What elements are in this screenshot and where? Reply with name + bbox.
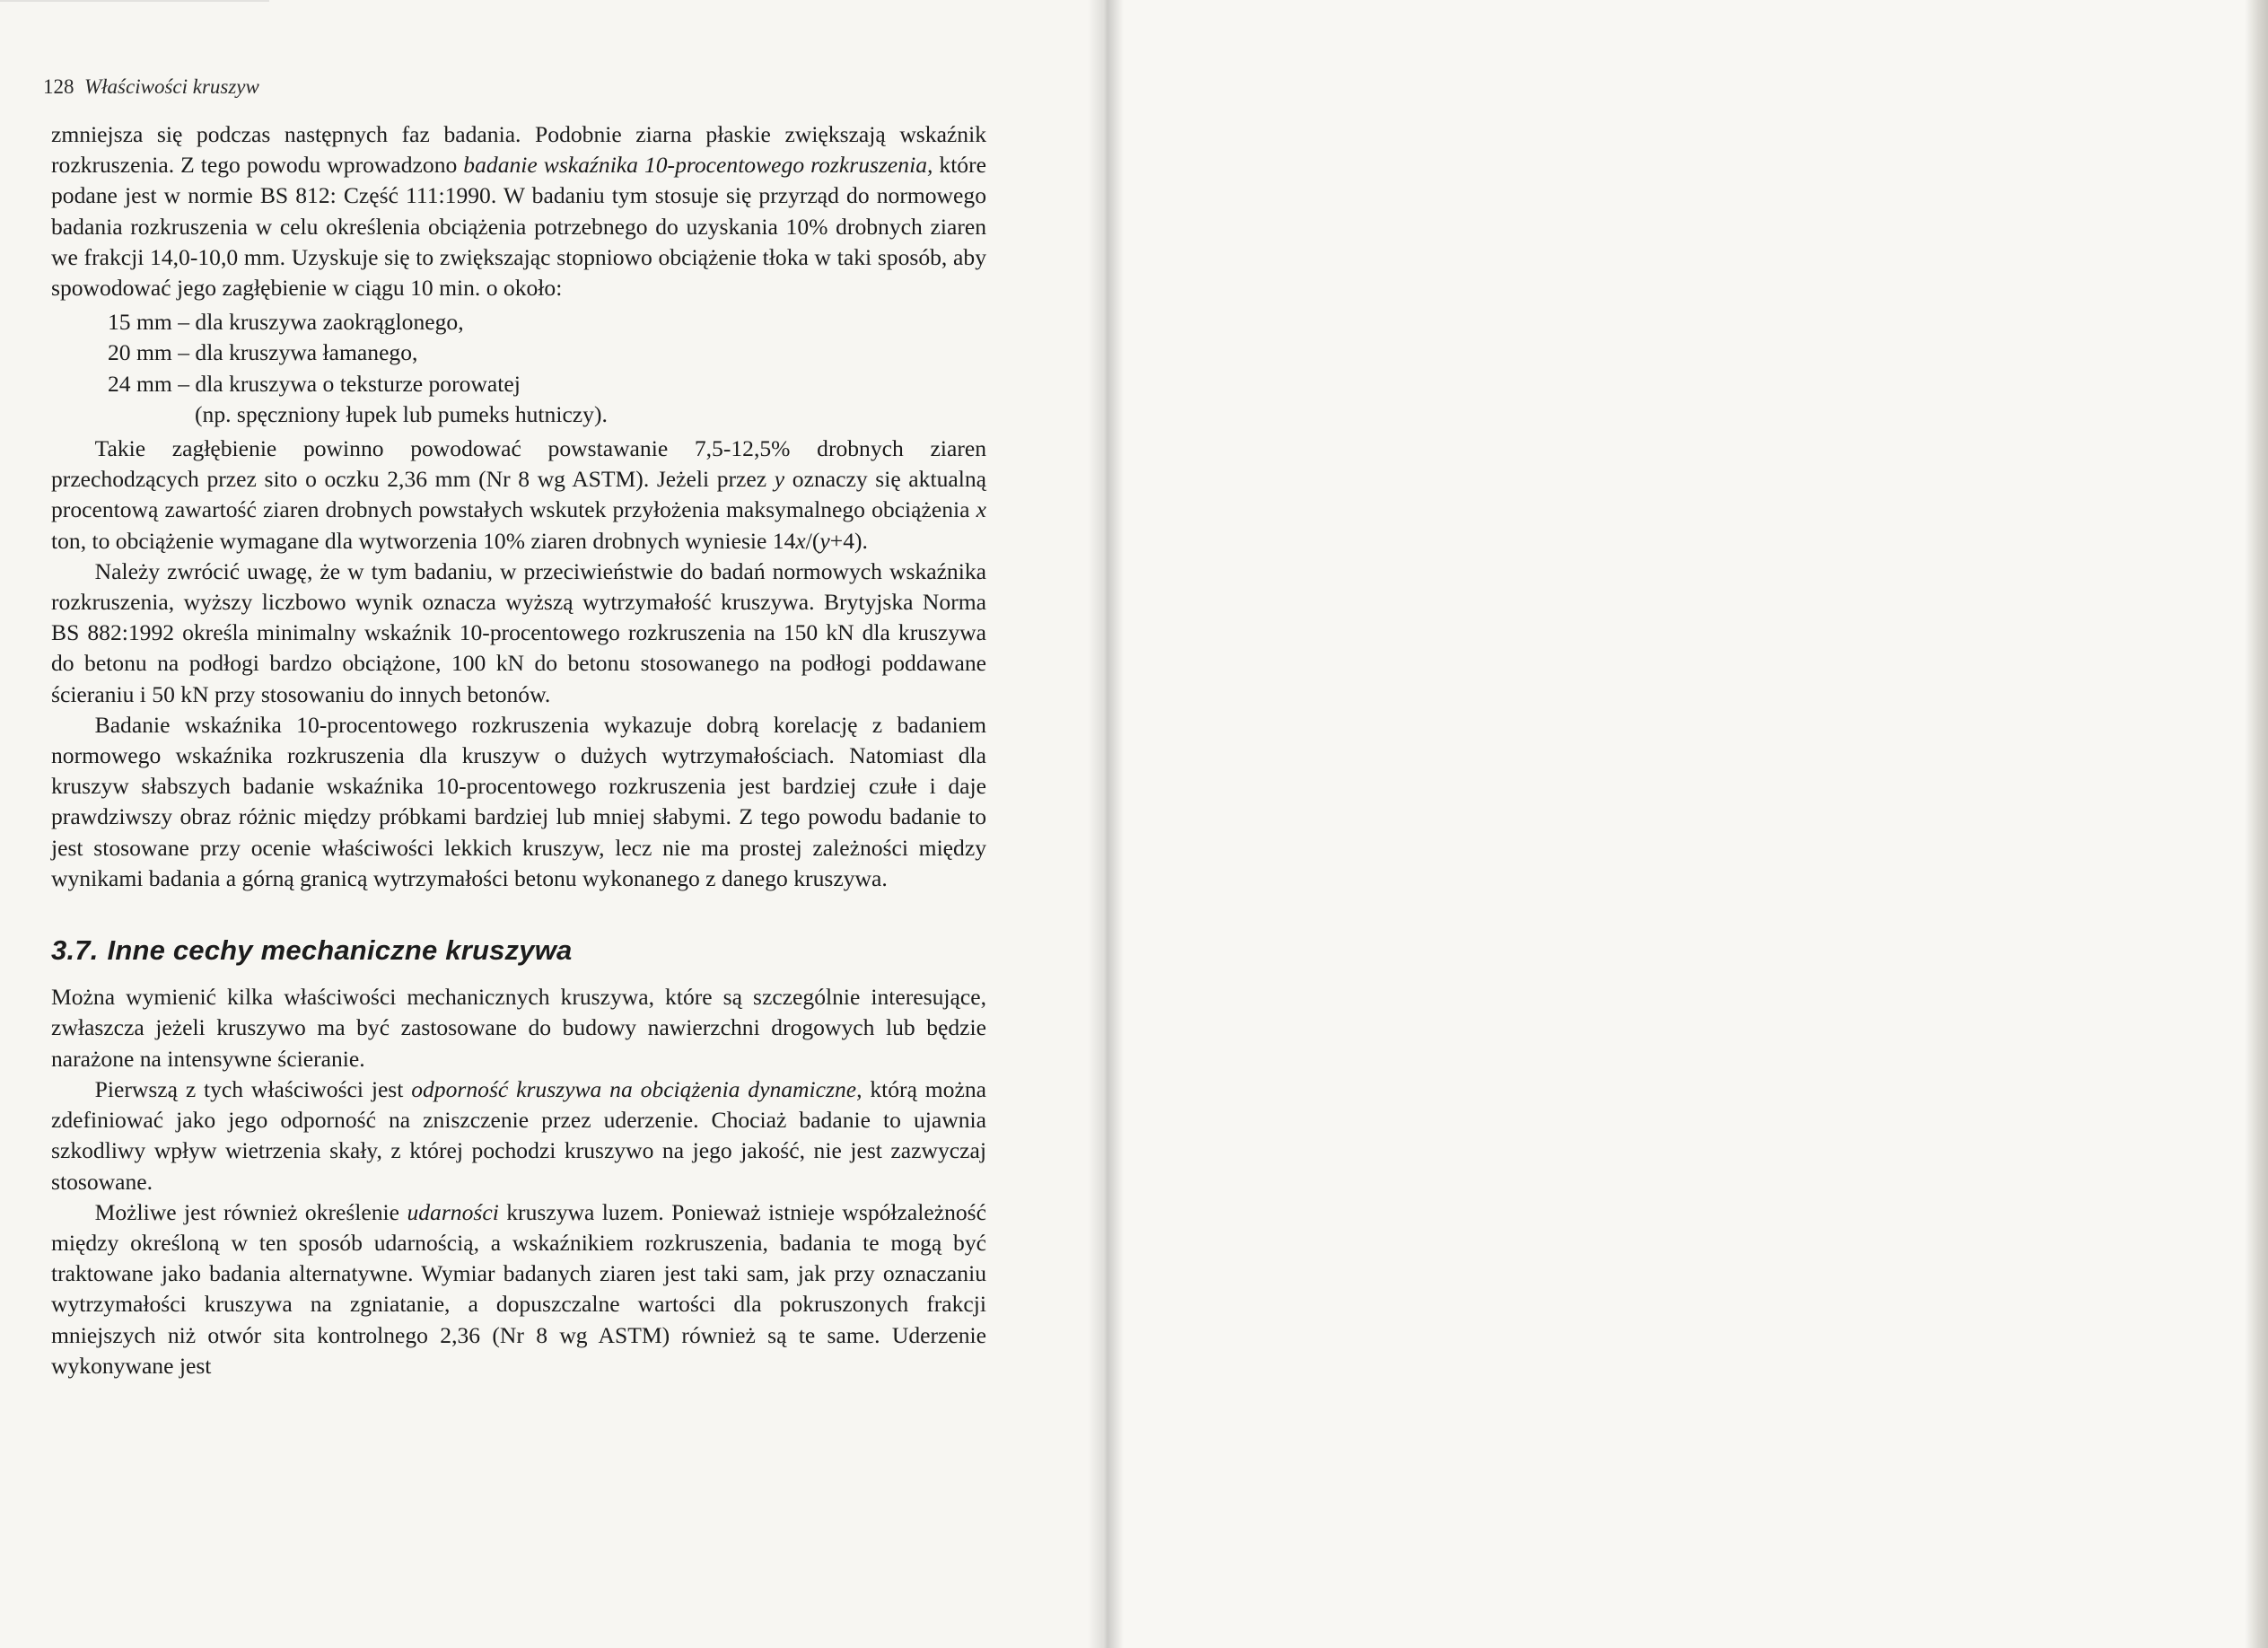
text-run: kruszywa luzem. Ponieważ istnieje współzależność między określoną w ten sposób udarnością, a wskaźnikiem rozkruszenia, badania te mogą być traktowane jako badania alternatywne. Wymiar badanych ziaren jest taki sam, jak przy oznaczaniu wytrzymałości kruszywa na zgniatanie, a dopuszczalne wartości dla pokruszonych frakcji mniejszych niż otwór sita kontrolnego 2,36 (Nr 8 wg ASTM) również są te same. Uderzenie wykonywane jest	[51, 1198, 986, 1379]
page-edge-shadow	[2245, 0, 2268, 1648]
italic-text: y	[774, 466, 785, 493]
section-heading	[51, 935, 986, 966]
list-item-continuation: (np. spęczniony łupek lub pumeks hutniczy).	[195, 400, 608, 427]
italic-text: x	[795, 527, 806, 554]
paragraph	[51, 434, 986, 557]
list-item: 24 mm – dla kruszywa o teksturze porowatej	[108, 370, 521, 397]
italic-text: badanie wskaźnika 10-procentowego rozkruszenia,	[463, 152, 933, 179]
text-run: którą można zdefiniować jako jego odporność na zniszczenie przez uderzenie. Chociaż badanie to ujawnia szkodliwy wpływ wietrzenia skały, z której pochodzi kruszywo na jego jakość, nie jest zazwyczaj stosowane.	[51, 1075, 986, 1195]
paragraph	[51, 982, 986, 1074]
text-run: Pierwszą z tych właściwości jest	[94, 1075, 412, 1102]
left-running-title: Właściwości kruszyw	[84, 75, 259, 98]
left-running-head	[43, 75, 259, 99]
left-page	[0, 0, 1102, 1648]
paragraph	[51, 119, 986, 303]
section-number: 3.7.	[51, 934, 99, 967]
paragraph	[51, 557, 986, 710]
section-paragraphs	[51, 982, 986, 1381]
left-paras-after	[51, 434, 986, 894]
paragraph	[51, 710, 986, 894]
text-run: /(	[805, 527, 820, 554]
paragraph	[51, 1197, 986, 1381]
text-run: Takie zagłębienie powinno powodować powstawanie 7,5-12,5% drobnych ziaren przechodzących przez sito o oczku 2,36 mm (Nr 8 wg ASTM). Jeżeli przez	[51, 435, 986, 493]
depth-list	[51, 307, 986, 430]
scan-edge-line	[0, 0, 269, 2]
italic-text: x	[976, 496, 986, 523]
left-body-text	[51, 119, 986, 1381]
text-run: Możliwe jest również określenie	[94, 1198, 407, 1225]
paragraph	[51, 1074, 986, 1197]
italic-text: odporność kruszywa na obciążenia dynamiczne,	[411, 1075, 863, 1102]
text-run: +4).	[829, 527, 868, 554]
gutter-shadow	[1088, 0, 1124, 1648]
list-item: 15 mm – dla kruszywa zaokrąglonego,	[108, 309, 464, 336]
text-run: Należy zwrócić uwagę, że w tym badaniu, w przeciwieństwie do badań normowych wskaźnika rozkruszenia, wyższy liczbowo wynik oznacza wyższą wytrzymałość kruszywa. Brytyjska Norma BS 882:1992 określa minimalny wskaźnik 10-procentowego rozkruszenia na 150 kN dla kruszywa do betonu na podłogi bardzo obciążone, 100 kN do betonu stosowanego na podłogi poddawane ścieraniu i 50 kN przy stosowaniu do innych betonów.	[51, 557, 986, 707]
text-run: oznaczy się aktualną procentową zawartość ziaren drobnych powstałych wskutek przyłożenia maksymalnego obciążenia	[51, 466, 986, 523]
section-title: Inne cechy mechaniczne kruszywa	[107, 934, 573, 967]
text-run: ton, to obciążenie wymagane dla wytworzenia 10% ziaren drobnych wyniesie 14	[51, 527, 796, 554]
list-item: 20 mm – dla kruszywa łamanego,	[108, 339, 418, 366]
italic-text: udarności	[407, 1198, 499, 1225]
italic-text: y	[819, 527, 830, 554]
text-run: Można wymienić kilka właściwości mechanicznych kruszywa, które są szczególnie interesujące, zwłaszcza jeżeli kruszywo ma być zastosowane do budowy nawierzchni drogowych lub będzie narażone na intensywne ścieranie.	[51, 984, 986, 1072]
left-page-number: 128	[43, 75, 74, 98]
text-run: Badanie wskaźnika 10-procentowego rozkruszenia wykazuje dobrą korelację z badaniem normowego wskaźnika rozkruszenia dla kruszyw o dużych wytrzymałościach. Natomiast dla kruszyw słabszych badanie wskaźnika 10-procentowego rozkruszenia jest bardziej czułe i daje prawdziwszy obraz różnic między próbkami bardziej lub mniej słabymi. Z tego powodu badanie to jest stosowane przy ocenie właściwości lekkich kruszyw, lecz nie ma prostej zależności między wynikami badania a górną granicą wytrzymałości betonu wykonanego z danego kruszywa.	[51, 711, 986, 891]
text-run: które podane jest w normie BS 812: Część 111:1990. W badaniu tym stosuje się przyrząd do normowego badania rozkruszenia w celu określenia obciążenia potrzebnego do uzyskania 10% drobnych ziaren we frakcji 14,0-10,0 mm. Uzyskuje się to zwiększając stopniowo obciążenie tłoka w taki sposób, aby spowodować jego zagłębienie w ciągu 10 min. o około:	[51, 152, 986, 302]
right-page	[1102, 0, 2268, 1648]
left-paras-before	[51, 119, 986, 303]
text-run: zmniejsza się podczas następnych faz badania. Podobnie ziarna płaskie zwiększają wskaźnik rozkruszenia. Z tego powodu wprowadzono	[51, 121, 986, 179]
